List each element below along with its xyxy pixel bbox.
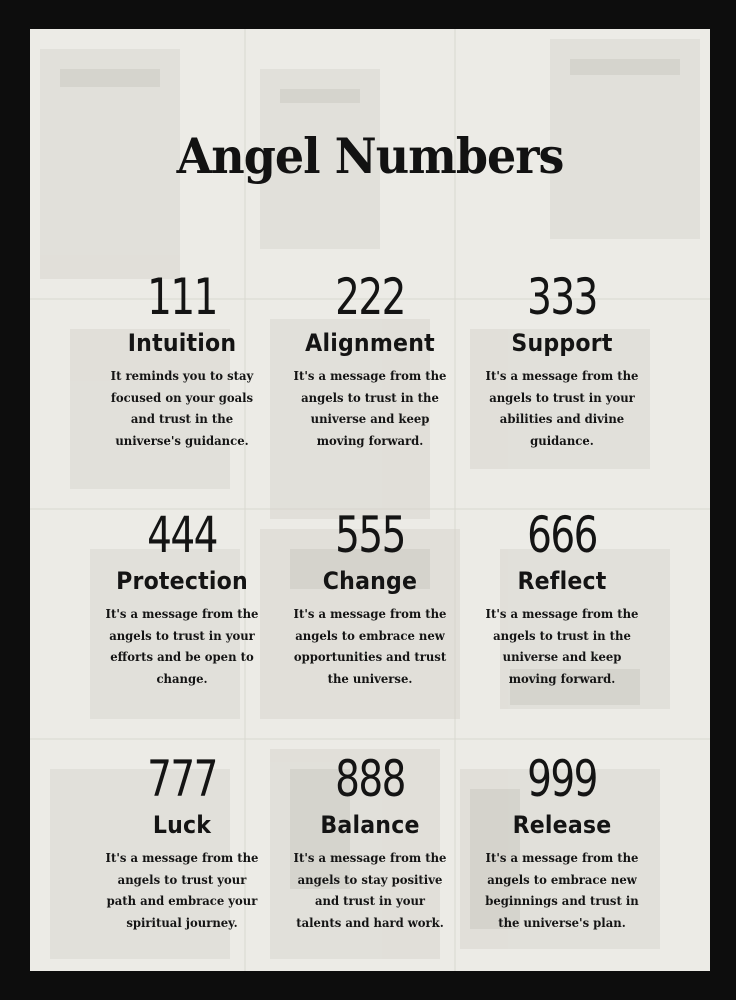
angel-number-card: [270, 269, 470, 451]
angel-number-name: Luck: [152, 811, 212, 839]
angel-number: 777: [147, 750, 217, 808]
angel-number-name: Support: [511, 329, 613, 357]
angel-number: 111: [147, 268, 217, 326]
angel-number-description: It's a message from the angels to stay positive and trust in your talents and hard work.: [293, 850, 447, 930]
angel-number-description: It's a message from the angels to trust in the universe and keep moving forward.: [293, 368, 447, 448]
angel-number-description: It's a message from the angels to embrace new beginnings and trust in the universe's plan.: [485, 850, 639, 930]
angel-number: 999: [527, 750, 597, 808]
angel-number-card: [462, 751, 662, 933]
poster-title: Angel Numbers: [176, 127, 564, 185]
angel-number: 888: [335, 750, 405, 808]
angel-number-name: Balance: [320, 811, 420, 839]
angel-number: 222: [335, 268, 405, 326]
angel-number-name: Reflect: [517, 567, 607, 595]
angel-number-card: [462, 269, 662, 451]
angel-number: 666: [527, 506, 597, 564]
angel-number-card: [82, 269, 282, 451]
angel-number-name: Release: [512, 811, 612, 839]
angel-number-description: It's a message from the angels to trust in your abilities and divine guidance.: [485, 368, 639, 448]
poster-paper: [30, 29, 710, 971]
angel-number-description: It's a message from the angels to trust your path and embrace your spiritual journey.: [105, 850, 259, 930]
angel-number-card: [270, 507, 470, 689]
angel-number-name: Change: [322, 567, 418, 595]
angel-number-card: [462, 507, 662, 689]
angel-number: 333: [527, 268, 597, 326]
angel-number-card: [82, 751, 282, 933]
angel-number: 444: [147, 506, 217, 564]
angel-number-description: It's a message from the angels to trust in the universe and keep moving forward.: [485, 606, 639, 686]
angel-number-grid: [82, 229, 662, 949]
angel-number-description: It's a message from the angels to trust in your efforts and be open to change.: [105, 606, 259, 686]
angel-number-description: It reminds you to stay focused on your goals and trust in the universe's guidance.: [110, 368, 254, 448]
angel-number-card: [270, 751, 470, 933]
angel-number-card: [82, 507, 282, 689]
angel-number: 555: [335, 506, 405, 564]
angel-number-name: Intuition: [127, 329, 237, 357]
angel-number-name: Protection: [116, 567, 248, 595]
angel-number-description: It's a message from the angels to embrace new opportunities and trust the universe.: [293, 606, 447, 686]
angel-number-name: Alignment: [305, 329, 435, 357]
